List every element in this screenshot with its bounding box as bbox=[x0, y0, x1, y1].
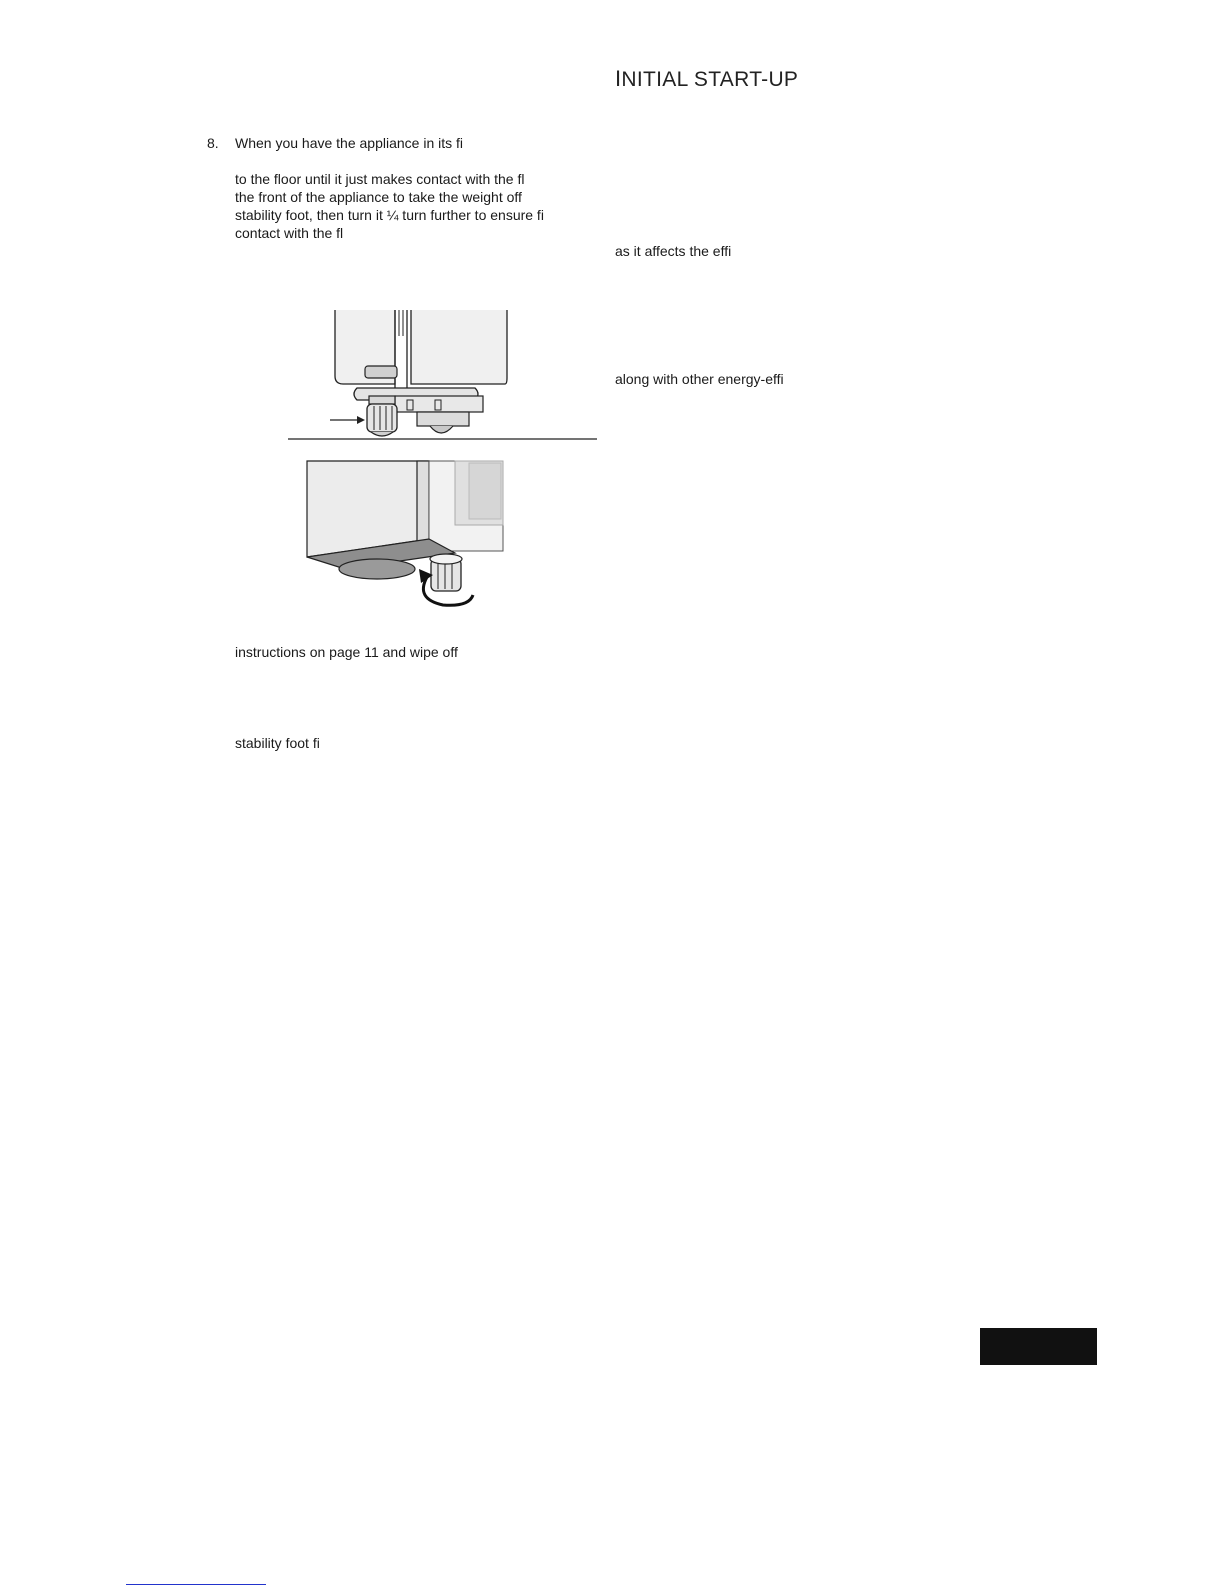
stability-foot-side-illustration bbox=[285, 308, 600, 443]
step-paragraph-line: the front of the appliance to take the weight off bbox=[235, 189, 522, 205]
page-label-box bbox=[980, 1328, 1097, 1365]
instruction-line: stability foot fi bbox=[235, 735, 320, 751]
step-paragraph-line: contact with the fl bbox=[235, 225, 344, 241]
instruction-line: instructions on page 11 and wipe off bbox=[235, 644, 458, 660]
page-title-initial: I bbox=[615, 66, 622, 91]
stability-foot-turn-illustration bbox=[305, 459, 505, 614]
step-text-line: When you have the appliance in its fi bbox=[235, 135, 464, 151]
page-title-rest: NITIAL START-UP bbox=[621, 68, 799, 91]
page-title bbox=[615, 66, 798, 92]
right-column-line: as it affects the effi bbox=[615, 243, 732, 259]
step-paragraph-line: to the floor until it just makes contact with the fl bbox=[235, 171, 525, 187]
step-paragraph-line: stability foot, then turn it ¼ turn further to ensure fi bbox=[235, 207, 544, 223]
right-column-line: along with other energy-effi bbox=[615, 371, 784, 387]
step-number: 8. bbox=[207, 135, 219, 151]
